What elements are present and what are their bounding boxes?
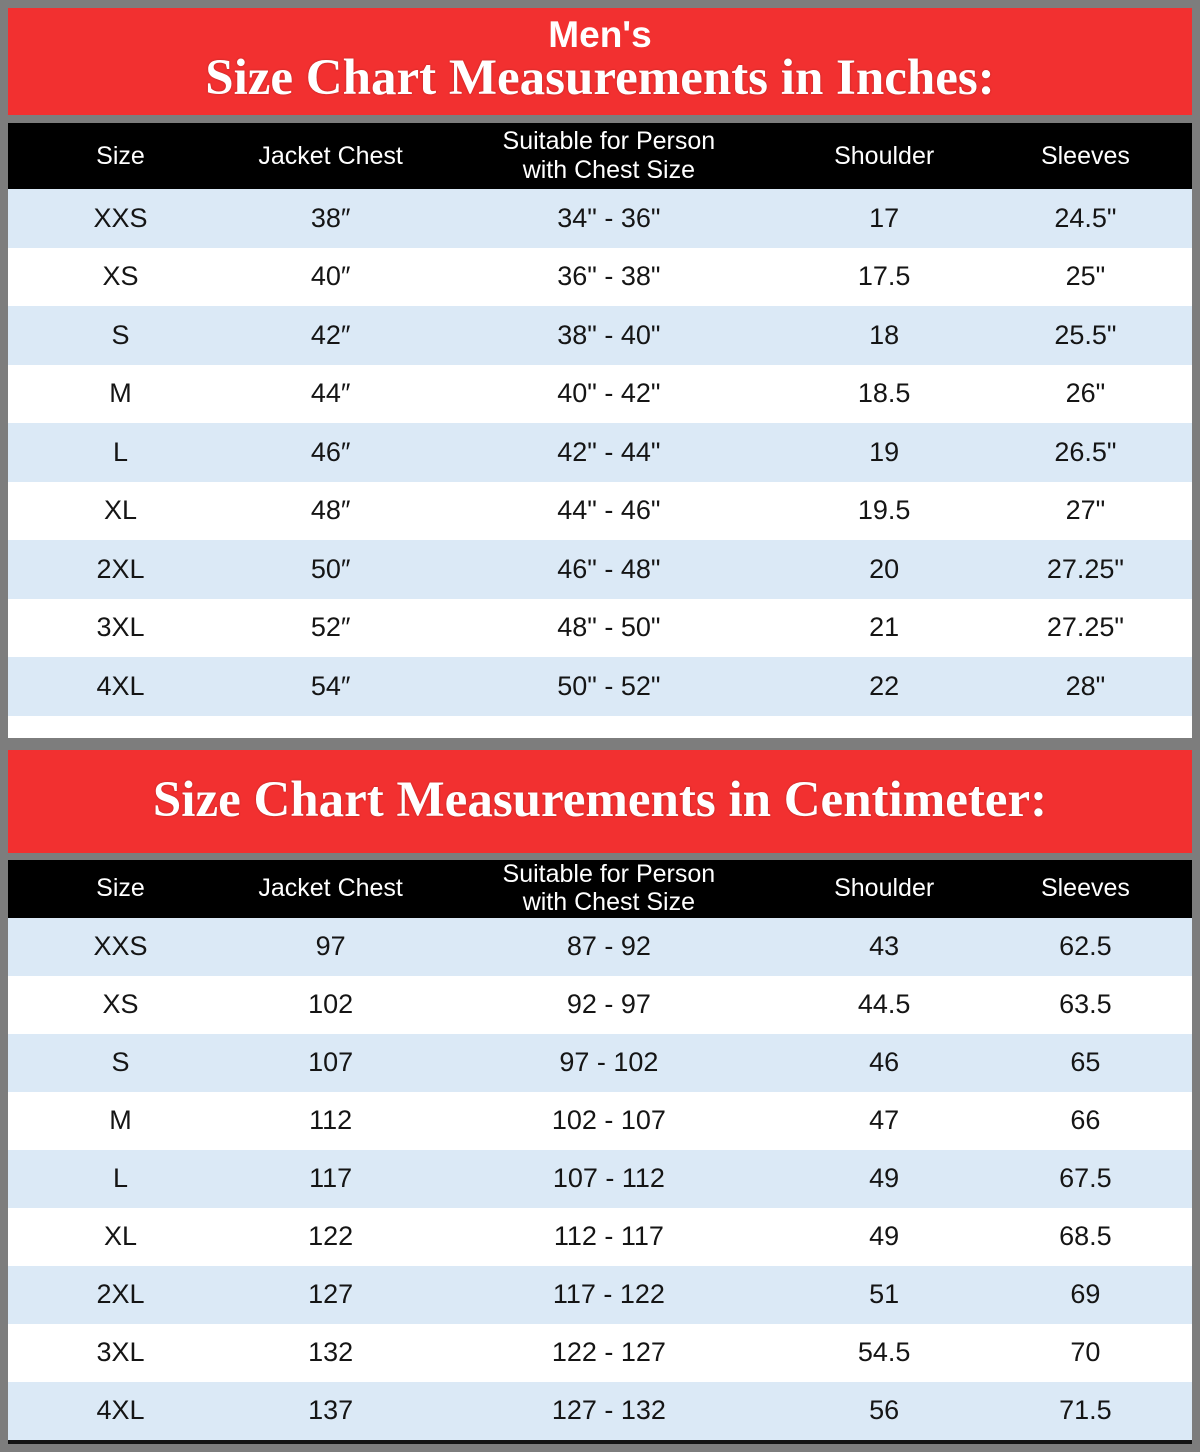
table-cell: 44" - 46"	[557, 495, 661, 526]
table-row	[8, 1092, 1192, 1150]
column-header-jacket-chest: Jacket Chest	[233, 860, 428, 918]
table-cell: 68.5	[1059, 1221, 1112, 1251]
table-cell: XL	[103, 1221, 137, 1251]
table-cell: 24.5"	[1054, 202, 1117, 233]
table-cell: S	[111, 319, 130, 350]
table-row	[8, 1382, 1192, 1440]
inches-table-footer-strip	[8, 716, 1192, 738]
table-cell: 49	[869, 1163, 900, 1193]
table-cell: 46	[869, 1047, 900, 1077]
table-row	[8, 918, 1192, 976]
table-cell: M	[109, 1105, 132, 1135]
table-cell: 38" - 40"	[557, 319, 661, 350]
table-cell: 127	[308, 1279, 354, 1309]
column-header-shoulder: Shoulder	[789, 123, 978, 189]
table-cell: 42″	[310, 319, 351, 350]
column-header-size: Size	[8, 860, 233, 918]
table-cell: 43	[869, 931, 900, 961]
table-cell: L	[112, 436, 128, 467]
table-cell: 38″	[310, 202, 351, 233]
header-row	[8, 860, 1192, 918]
table-row	[8, 1150, 1192, 1208]
cm-table-header	[8, 860, 1192, 918]
table-cell: 27"	[1065, 495, 1106, 526]
table-cell: 27.25"	[1046, 553, 1124, 584]
table-cell: 28"	[1065, 670, 1106, 701]
inches-banner-title: Size Chart Measurements in Inches:	[205, 50, 995, 107]
header-row	[8, 123, 1192, 189]
table-row	[8, 365, 1192, 424]
cm-table-body	[8, 918, 1192, 1440]
table-cell: 102	[308, 989, 354, 1019]
table-cell: 44.5	[857, 989, 911, 1019]
table-cell: 97	[315, 931, 346, 961]
table-cell: XXS	[93, 931, 148, 961]
table-cell: 22	[869, 670, 900, 701]
table-cell: 122 - 127	[551, 1337, 666, 1367]
table-cell: 47	[869, 1105, 900, 1135]
table-cell: 97 - 102	[559, 1047, 659, 1077]
table-cell: 34" - 36"	[557, 202, 661, 233]
table-cell: 107	[308, 1047, 354, 1077]
table-cell: 137	[308, 1395, 354, 1425]
table-row	[8, 189, 1192, 248]
table-cell: S	[111, 1047, 130, 1077]
column-header-jacket-chest: Jacket Chest	[233, 123, 428, 189]
table-cell: M	[109, 378, 132, 409]
table-cell: 54″	[310, 670, 351, 701]
table-row	[8, 599, 1192, 658]
table-cell: 70	[1070, 1337, 1101, 1367]
table-row	[8, 1208, 1192, 1266]
table-row	[8, 306, 1192, 365]
table-cell: XL	[103, 495, 137, 526]
table-cell: 46″	[310, 436, 351, 467]
table-cell: 19.5	[857, 495, 911, 526]
table-cell: 4XL	[96, 1395, 145, 1425]
column-header-sleeves: Sleeves	[979, 123, 1192, 189]
table-cell: 19	[869, 436, 900, 467]
table-cell: 71.5	[1059, 1395, 1112, 1425]
table-cell: 92 - 97	[566, 989, 651, 1019]
table-cell: 63.5	[1059, 989, 1112, 1019]
table-row	[8, 1034, 1192, 1092]
inches-table-body	[8, 189, 1192, 716]
table-cell: 26"	[1065, 378, 1106, 409]
table-cell: 36" - 38"	[557, 261, 661, 292]
table-row	[8, 1266, 1192, 1324]
table-cell: 20	[869, 553, 900, 584]
table-cell: 62.5	[1059, 931, 1112, 961]
cm-banner	[8, 750, 1192, 853]
table-row	[8, 540, 1192, 599]
table-cell: 17.5	[857, 261, 911, 292]
table-cell: XS	[102, 261, 139, 292]
inches-size-table	[8, 123, 1192, 716]
table-cell: 21	[869, 612, 900, 643]
table-cell: 26.5"	[1054, 436, 1117, 467]
cm-size-chart-section	[8, 750, 1192, 1444]
column-header-suitable-chest: Suitable for Person with Chest Size	[428, 123, 789, 189]
table-cell: 112 - 117	[553, 1221, 664, 1251]
table-cell: 2XL	[96, 553, 145, 584]
bottom-border-line	[8, 1440, 1192, 1444]
table-cell: 27.25"	[1046, 612, 1124, 643]
table-cell: 42" - 44"	[557, 436, 661, 467]
table-cell: 102 - 107	[551, 1105, 666, 1135]
column-header-size: Size	[8, 123, 233, 189]
table-cell: 4XL	[96, 670, 145, 701]
table-cell: 50″	[310, 553, 351, 584]
inches-banner	[8, 8, 1192, 115]
inches-banner-subtitle: Men's	[548, 14, 652, 56]
table-cell: 18.5	[857, 378, 911, 409]
table-cell: 56	[869, 1395, 900, 1425]
table-cell: XS	[102, 989, 139, 1019]
table-cell: L	[112, 1163, 128, 1193]
table-cell: 25.5"	[1054, 319, 1117, 350]
cm-size-table	[8, 860, 1192, 1440]
table-cell: 40" - 42"	[557, 378, 661, 409]
table-cell: 44″	[310, 378, 351, 409]
table-cell: 122	[308, 1221, 354, 1251]
table-row	[8, 482, 1192, 541]
table-cell: 127 - 132	[551, 1395, 666, 1425]
table-cell: 132	[308, 1337, 354, 1367]
table-cell: 48″	[310, 495, 351, 526]
table-cell: 67.5	[1059, 1163, 1112, 1193]
inches-table-header	[8, 123, 1192, 189]
table-cell: 2XL	[96, 1279, 145, 1309]
table-cell: 50" - 52"	[557, 670, 661, 701]
table-cell: 51	[869, 1279, 900, 1309]
table-cell: 52″	[310, 612, 351, 643]
table-cell: 117 - 122	[552, 1279, 665, 1309]
table-cell: 3XL	[96, 1337, 145, 1367]
table-cell: XXS	[93, 202, 148, 233]
table-row	[8, 248, 1192, 307]
table-row	[8, 423, 1192, 482]
table-row	[8, 657, 1192, 716]
inches-size-chart-section	[8, 8, 1192, 738]
table-cell: 54.5	[857, 1337, 911, 1367]
table-cell: 117	[309, 1163, 353, 1193]
column-header-suitable-chest: Suitable for Person with Chest Size	[428, 860, 789, 918]
table-cell: 112	[309, 1105, 353, 1135]
table-cell: 18	[869, 319, 900, 350]
table-cell: 107 - 112	[552, 1163, 665, 1193]
table-cell: 66	[1070, 1105, 1101, 1135]
table-cell: 3XL	[96, 612, 145, 643]
table-cell: 65	[1070, 1047, 1101, 1077]
table-cell: 25"	[1065, 261, 1106, 292]
table-cell: 46" - 48"	[557, 553, 661, 584]
table-cell: 87 - 92	[566, 931, 651, 961]
table-row	[8, 1324, 1192, 1382]
table-cell: 49	[869, 1221, 900, 1251]
cm-banner-title: Size Chart Measurements in Centimeter:	[152, 772, 1048, 829]
column-header-sleeves: Sleeves	[979, 860, 1192, 918]
table-cell: 69	[1070, 1279, 1101, 1309]
column-header-shoulder: Shoulder	[789, 860, 978, 918]
table-cell: 48" - 50"	[557, 612, 661, 643]
table-cell: 40″	[310, 261, 351, 292]
table-row	[8, 976, 1192, 1034]
table-cell: 17	[869, 202, 900, 233]
